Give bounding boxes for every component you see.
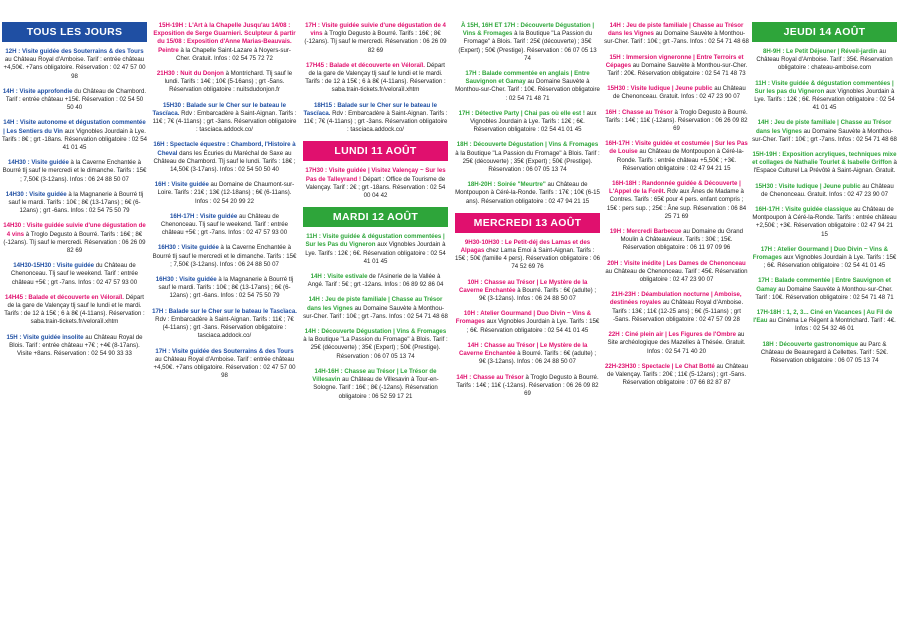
event-title: 14H : Visite autonome et dégustation commentée | Les Sentiers du Vin — [3, 119, 146, 135]
event-details: au Domaine Sauvète à Monthou-sur-Cher. Tarif : 10€. Réservation obligatoire : 02 54 71 48 71 — [755, 285, 894, 301]
event-item — [152, 70, 297, 95]
event-details: au Domaine du Grand Moulin à Châteauvieux. Tarifs : 30€ ; 15€. Réservation obligatoire : 06 11 97 09 96 — [620, 228, 744, 252]
event-title: 15H30 : Visite ludique | Jeune public — [607, 85, 713, 93]
event-details: à la Magnanerie à Bourré tlj sauf le mardi. Tarifs : 10€ ; 8€ (13-17ans) ; 6€ (6-12ans) ; grt -6ans. Infos : 02 54 75 50 79 — [8, 190, 144, 215]
event-item — [303, 296, 448, 321]
day-header: MARDI 12 AOÛT — [303, 207, 448, 227]
event-title: 15H30 : Balade sur le Cher sur le bateau le Tascïaca. — [152, 101, 286, 117]
column-5 — [604, 22, 749, 394]
event-title: 18H15 : Balade sur le Cher sur le bateau le Tascïaca. — [303, 101, 437, 117]
event-item — [752, 341, 897, 366]
event-item — [604, 363, 749, 388]
event-item — [2, 88, 147, 113]
event-details: à Troglo Degusto à Bourré. Tarifs : 14€ ; 11€ (-12ans). Réservation : 06 26 09 82 69 — [605, 108, 748, 133]
event-details: à Troglo Degusto à Bourré. Tarifs : 16€ ; 8€ (-12ans). Tlj sauf le mercredi. Réservation : 06 26 09 82 69 — [3, 230, 146, 255]
event-details: au Château Royal d'Amboise. Tarifs : 13€ ; 11€ (12-25 ans) ; 6€ (5-11ans) ; grt -5ans. Réservation obligatoire : 02 47 57 09 28 — [612, 299, 744, 323]
event-item — [2, 294, 147, 327]
event-item — [752, 246, 897, 271]
event-title: 17H : Balade sur le Cher sur le bateau le Tascïaca. — [152, 307, 297, 315]
event-title: 14H30 : Visite guidée — [5, 190, 67, 198]
event-title: 17H-18H : 1, 2, 3... Ciné en Vacances | Au Fil de l'Eau — [753, 309, 893, 325]
event-item — [604, 180, 749, 221]
event-item — [152, 213, 297, 238]
event-item — [2, 222, 147, 255]
event-title: 14H : Découverte Dégustation | Vins & Fromages — [304, 328, 447, 336]
event-item — [152, 22, 297, 63]
event-title: 14H45 : Balade et découverte en Véloraïl. — [5, 293, 124, 301]
event-details: au Cinéma Le Régent à Montrichard. Tarif : 4€. Infos : 02 54 32 46 01 — [769, 317, 896, 333]
event-title: 16H30 : Visite guidée — [155, 276, 217, 284]
event-item — [152, 244, 297, 269]
event-item — [455, 239, 600, 272]
event-details: au Domaine Sauvète à Monthou-sur-Cher. Tarif : 10€ ; grt -7ans. Infos : 02 54 71 48 68 — [752, 127, 897, 143]
event-title: 21H-23H : Déambulation nocturne | Amboise, destinées royales — [609, 291, 742, 307]
event-title: 15H : Visite guidée insolite — [6, 333, 84, 341]
event-details: au Château de Chenonceau. Gratuit. Infos : 02 47 23 90 07 — [612, 85, 746, 101]
event-details: à la Boutique "La Passion du Fromage" à Blois. Tarif : 25€ (découverte) ; 35€ (Expert) ; 50€ (Prestige). Réservation : 06 07 05 13 74 — [458, 30, 597, 62]
event-title: 14H30 : Visite guidée — [7, 159, 69, 167]
event-title: 14H : Jeu de piste familiale | Chasse au Trésor dans les Vignes — [607, 22, 744, 38]
column-3 — [303, 22, 448, 408]
event-details: Départ de la gare de Valençay tlj sauf le lundi et le mardi. Tarifs : de 12 à 15€ ; 6 à 8€ (4-11ans). Réservation : saba.train-tickets.fr/veloraïl.xhtm — [4, 293, 145, 326]
event-title: 21H30 : Nuit du Donjon — [156, 70, 224, 78]
event-details: à la Caverne Enchantée à Bourré tlj sauf le mercredi et le dimanche. Tarifs : 15€ ; 7,50€ (3-12ans). Infos : 06 24 88 50 07 — [152, 244, 297, 268]
event-title: 17H : Détective Party | Chai pas où elle est ! — [458, 109, 585, 117]
event-title: 16H : Spectacle équestre : Chambord, l'Histoire à Cheval — [153, 141, 296, 157]
event-item — [752, 309, 897, 334]
event-item — [752, 80, 897, 113]
event-item — [455, 181, 600, 206]
event-title: 14H30-15H30 : Visite guidée — [13, 262, 95, 270]
event-title: 14H : Chasse au Trésor | Le Mystère de la Caverne Enchantée — [458, 341, 588, 358]
event-item — [152, 276, 297, 301]
event-title: 15H-19H : Exposition acryliques, techniques mixe et collages de Nathalie Tourlet & Isabelle Griffon — [752, 151, 897, 167]
event-title: 17H : Visite guidée suivie d'une dégustation de 4 vins — [305, 22, 446, 38]
event-title: 15H : Immersion vigneronne | Entre Terroirs et Cépages — [605, 53, 744, 69]
event-item — [604, 85, 749, 101]
event-item — [752, 151, 897, 176]
event-item — [152, 181, 297, 206]
event-details: au Site archéologique des Mazelles à Thésée. Gratuit. Infos : 02 54 71 40 20 — [607, 331, 746, 355]
event-item — [752, 183, 897, 199]
event-details: à la Magnanerie à Bourré tlj sauf le mardi. Tarifs : 10€ ; 8€ (13-17ans) ; 6€ (6-12ans) ; grt -6ans. Infos : 02 54 75 50 79 — [158, 276, 294, 300]
event-title: 17H45 : Balade et découverte en Véloraïl. — [306, 61, 425, 69]
event-details: au Château de Chenonceau. Tlj sauf le weekend. Tarif : entrée château +5€ ; grt -7ans. Infos : 02 47 57 93 00 — [160, 212, 289, 237]
event-details: à Montrichard. Tlj sauf le lundi. Tarifs : 14€ ; 10€ (5-16ans) ; grt -5ans. Réservation obligatoire : nuitsdudonjon.fr — [164, 70, 293, 94]
event-details: au Domaine de Chaumont-sur-Loire. Tarifs : 21€ ; 13€ (12-18ans) ; 6€ (6-11ans). Infos : 02 54 20 99 22 — [157, 181, 295, 205]
event-details: à Troglo Degusto à Bourré. Tarifs : 16€ ; 8€ (-12ans). Tlj sauf le mercredi. Réservation : 06 26 09 82 69 — [304, 30, 447, 54]
event-title: 17H : Balade commentée | Entre Sauvignon et Gamay — [756, 277, 891, 293]
event-item — [455, 374, 600, 399]
event-details: aux Vignobles Jourdain à Lye. Tarifs : 15€ ; 6€. Réservation obligatoire : 02 54 41 01 45 — [466, 318, 600, 334]
column-4 — [455, 22, 600, 405]
event-details: à Bourré. Tarifs : 6€ (adulte) ; 9€ (3-12ans). Infos : 06 24 88 50 07 — [479, 286, 597, 303]
event-item — [303, 328, 448, 361]
event-title: 22H-23H30 : Spectacle | Le Chat Botté — [605, 362, 715, 370]
event-item — [455, 22, 600, 63]
event-item — [2, 334, 147, 359]
event-item — [303, 62, 448, 95]
day-header: JEUDI 14 AOÛT — [752, 22, 897, 42]
event-item — [152, 308, 297, 341]
event-details: Rdv : Embarcadère à Saint-Aignan. Tarifs : 11€ ; 7€ (4-11ans) ; grt -3ans. Réservation obligatoire : tasciaca.addock.co/ — [152, 109, 297, 134]
event-title: 19H : Mercredi Barbecue — [609, 228, 682, 236]
event-details: Départ : Office de Tourisme de Valençay. Tarif : 2€ ; grt -18ans. Réservation : 02 54 00 04 42 — [305, 175, 446, 200]
event-title: 8H-9H : Le Petit Déjeuner | Réveil-jardin — [763, 48, 878, 55]
event-details: du Château de Chambord. Tarif : entrée château +15€. Réservation : 02 54 50 50 40 — [5, 87, 147, 112]
event-item — [455, 141, 600, 174]
event-item — [604, 140, 749, 173]
event-title: 10H : Chasse au Trésor | Le Mystère de la Caverne Enchantée — [458, 278, 588, 294]
event-title: 14H : Visite approfondie — [2, 87, 73, 95]
event-title: 16H-17H : Visite guidée et costumée | Sur les Pas de Louise — [605, 140, 748, 156]
event-details: aux Vignobles Jourdain à Lye. Tarifs : 12€ ; 6€. Réservation obligatoire : 02 54 41 01 45 — [754, 87, 895, 112]
event-details: au Château Royal de Blois. Tarif : entrée château +7€ ; +4€ (8-17ans). Visite +8ans. Réservation : 02 54 90 33 33 — [9, 333, 143, 358]
event-details: au Domaine Sauvète à Monthou-sur-Cher. Tarif : 20€. Réservation obligatoire : 02 54 71 48 73 — [607, 61, 748, 78]
event-item — [303, 102, 448, 135]
event-title: À 15H, 16H ET 17H : Découverte Dégustation | Vins & Fromages — [460, 22, 595, 38]
event-title: 18H : Découverte Dégustation | Vins & Fromages — [456, 141, 599, 149]
event-item — [604, 54, 749, 79]
event-details: au Château Royal d'Amboise. Tarif : entrée château +4,50€. +7ans obligatoire. Réservation : 02 47 57 00 98 — [3, 56, 146, 80]
event-title: 14H-16H : Chasse au Trésor | Le Trésor de Villesavin — [312, 367, 437, 384]
event-details: Rdv : Embarcadère à Saint-Aignan. Tarifs : 11€ ; 7€ (4-11ans) ; grt -3ans. Réservation obligatoire : tasciaca.addock.co/ — [155, 315, 294, 340]
event-item — [2, 48, 147, 81]
event-details: au Domaine Sauvète à Monthou-sur-Cher. Tarif : 10€. Réservation obligatoire : 02 54 71 48 71 — [455, 78, 600, 102]
event-title: 17H : Balade commentée en anglais | Entre Sauvignon et Gamay — [465, 70, 590, 86]
event-title: 17H : Atelier Gourmand | Duo Divin ~ Vins & Fromages — [752, 245, 889, 262]
event-details: au Château Royal d'Amboise. Tarif : 35€. Réservation obligatoire : chateau-amboise.com — [756, 48, 893, 72]
event-title: 10H : Atelier Gourmand | Duo Divin ~ Vins & Fromages — [455, 310, 592, 326]
event-details: chez Lama Emoi à Saint-Aignan. Tarifs : 15€ ; 50€ (famille 4 pers). Réservation obligatoire : 06 74 52 69 76 — [455, 247, 600, 271]
event-item — [303, 22, 448, 55]
event-item — [604, 331, 749, 356]
event-details: de l'Asinerie de la Vallée à Angé. Tarif : 5€ ; grt -12ans. Infos : 06 89 92 86 04 — [307, 273, 444, 289]
event-title: 22H : Ciné plein air | Les Figures de l'Ombre — [608, 331, 736, 339]
event-details: à Bourré. Tarifs : 6€ (adulte) ; 9€ (3-12ans). Infos : 06 24 88 50 07 — [479, 350, 597, 366]
event-title: 16H : Visite guidée — [154, 181, 209, 189]
event-details: à l'Espace Culturel La Prévôté à Saint-Aignan. Gratuit. — [753, 159, 897, 175]
event-details: au Château de Valençay. Tarifs : 20€ ; 11€ (5-12ans) ; grt -5ans. Réservation obligatoire : 07 66 82 87 87 — [606, 362, 748, 387]
event-title: 18H-20H : Soirée "Meurtre" — [467, 181, 546, 189]
event-item — [604, 109, 749, 134]
event-details: du Château de Chenonceau. Tlj sauf le weekend. Tarif : entrée château +5€ ; grt -7ans. Infos : 02 47 57 93 00 — [10, 262, 139, 286]
event-details: au Château de Chenonceau. Tarif : 45€. Réservation obligatoire : 02 47 23 90 07 — [605, 267, 748, 284]
event-item — [752, 277, 897, 302]
event-details: à la Chapelle Saint-Lazare à Noyers-sur-Cher. Gratuit. Infos : 02 54 75 72 72 — [176, 46, 291, 62]
event-details: Rdv : Embarcadère à Saint-Aignan. Tarifs : 11€ ; 7€ (4-11ans) ; grt -3ans. Réservation obligatoire : tasciaca.addock.co/ — [303, 109, 448, 134]
column-1 — [2, 22, 147, 365]
event-details: au Château de Montpoupon à Céré-la-Ronde. Tarifs : 17€ ; 10€ (6-15 ans). Réservation obligatoire : 02 47 94 21 15 — [455, 181, 600, 205]
event-item — [2, 159, 147, 184]
event-title: 20H : Visite inédite | Les Dames de Chenonceau — [607, 259, 746, 267]
event-item — [455, 310, 600, 335]
event-title: 17H : Visite guidée des Souterrains & des Tours — [155, 347, 294, 355]
event-title: 18H : Découverte gastronomique — [762, 340, 859, 348]
event-title: 16H30 : Visite guidée — [157, 244, 219, 252]
event-item — [303, 167, 448, 200]
event-title: 16H-17H : Visite guidée classique — [755, 206, 853, 214]
event-item — [752, 119, 897, 144]
event-item — [752, 206, 897, 239]
column-2 — [152, 22, 297, 387]
event-title: 11H : Visite guidée & dégustation commentées | Sur les Pas du Vigneron — [305, 233, 445, 249]
event-title: 14H : Chasse au Trésor — [456, 373, 524, 381]
event-title: 16H : Chasse au Trésor — [605, 108, 673, 116]
event-title: 9H30-10H30 : Le Petit-déj des Lamas et des Alpagas — [460, 238, 591, 255]
event-item — [455, 70, 600, 103]
event-details: dans les Écuries du Maréchal de Saxe au Château de Chambord. Tlj sauf le lundi. Tarifs : 18€ ; 14,50€ (3-17ans). Infos : 02 54 50 50 40 — [153, 149, 296, 174]
event-title: 15H-19H : L'Art à la Chapelle Jusqu'au 14/08 : Exposition de Serge Guarnieri. Sculpteur & partir du 15/08 : Exposition d'Anne Marias-Beauvais. Peintre — [153, 22, 296, 54]
event-item — [2, 119, 147, 152]
event-item — [455, 110, 600, 135]
day-header: TOUS LES JOURS — [2, 22, 147, 42]
event-details: au Domaine Sauvète à Monthou-sur-Cher. Tarif : 10€ ; grt -7ans. Infos : 02 54 71 48 68 — [604, 30, 749, 46]
event-item — [752, 48, 897, 73]
event-details: Rdv aux Ânes de Madame à Contres. Tarifs : 65€ pour 4 pers. enfant compris ; 15€ : pers sup. ; 25€ : Âne sup. Réservation : 06 84 25 71 69 — [606, 188, 747, 220]
event-details: aux Vignobles Jourdain à Lye. Tarifs : 8€ ; grt -18ans. Réservation obligatoire : 02 54 41 01 45 — [2, 127, 147, 152]
event-title: 14H : Jeu de piste familiale | Chasse au Trésor dans les Vignes — [306, 296, 443, 312]
event-details: Départ de la gare de Valençay tlj sauf le lundi et le mardi. Tarifs : de 12 à 15€ ; 6 à 8€ (4-11ans). Réservation : saba.train-tickets.fr/veloraïl.xhtm — [305, 61, 446, 94]
event-item — [303, 273, 448, 289]
event-item — [152, 348, 297, 381]
day-header: MERCREDI 13 AOÛT — [455, 213, 600, 233]
event-item — [152, 141, 297, 174]
event-title: 14H : Visite estivale — [310, 273, 368, 281]
event-title: 11H : Visite guidée & dégustation commentées | Sur les pas du Vigneron — [754, 79, 894, 95]
event-details: à Troglo Degusto à Bourré. Tarifs : 14€ ; 11€ (-12ans). Réservation : 06 26 09 82 69 — [456, 373, 599, 397]
event-details: au Château Royal d'Amboise. Tarif : entrée château +4,50€. +7ans obligatoire. Réservation : 02 47 57 00 98 — [153, 355, 296, 380]
event-item — [152, 102, 297, 135]
event-title: 14H : Jeu de piste familiale | Chasse au Trésor dans les Vignes — [755, 119, 892, 135]
event-item — [604, 260, 749, 285]
event-details: à la Caverne Enchantée à Bourré tlj sauf le mercredi et le dimanche. Tarifs : 15€ ; 7,50€ (3-12ans). Infos : 06 24 88 50 07 — [2, 159, 147, 183]
event-details: au Château de Montpoupon à Céré-la-Ronde. Tarifs : entrée château +2,50€ ; +3€. Réservation obligatoire : 02 47 94 21 15 — [752, 206, 897, 238]
event-title: 12H : Visite guidée des Souterrains & des Tours — [5, 48, 144, 55]
event-item — [604, 22, 749, 47]
event-details: au Château de Chenonceau. Gratuit. Infos : 02 47 23 90 07 — [760, 182, 894, 198]
event-details: aux Vignobles Jourdain à Lye. Tarifs : 12€ ; 6€. Réservation obligatoire : 02 54 41 01 45 — [470, 109, 597, 134]
event-details: aux Vignobles Jourdain à Lye. Tarifs : 12€ ; 6€. Réservation obligatoire : 02 54 41 01 45 — [305, 241, 446, 265]
event-item — [303, 368, 448, 401]
event-item — [604, 228, 749, 253]
event-title: 16H-17H : Visite guidée — [170, 212, 238, 220]
event-details: au Domaine Sauvète à Monthou-sur-Cher. Tarif : 10€ ; grt -7ans. Infos : 02 54 71 48 68 — [303, 304, 448, 320]
event-item — [604, 291, 749, 324]
event-title: 15H30 : Visite ludique | Jeune public — [755, 182, 861, 190]
event-title: 16H-18H : Randonnée guidée & Découverte | L'Appel de la Forêt. — [609, 180, 741, 196]
event-item — [2, 262, 147, 287]
event-details: à la Boutique "La Passion du Fromage" à Blois. Tarif : 25€ (découverte) ; 35€ (Expert) ; 50€ (Prestige). Réservation : 06 07 05 13 74 — [455, 149, 600, 174]
event-title: 17H30 : Visite guidée | Visitez Valençay ~ Sur les Pas de Talleyrand ! — [305, 167, 446, 183]
event-details: aux Vignobles Jourdain à Lye. Tarifs : 15€ ; 6€. Réservation obligatoire : 02 54 41 01 45 — [763, 254, 897, 270]
event-details: au Parc & Château de Beauregard à Cellettes. Tarif : 52€. Réservation obligatoire : 06 07 05 13 74 — [760, 340, 889, 365]
event-item — [2, 191, 147, 216]
event-item — [303, 233, 448, 266]
event-item — [455, 279, 600, 304]
event-details: au Château de Montpoupon à Céré-la-Ronde. Tarifs : entrée château +5,50€ ; +3€. Réservation obligatoire : 02 47 94 21 15 — [616, 148, 744, 172]
event-item — [455, 342, 600, 367]
event-details: au Château de Villesavin à Tour-en-Sologne. Tarif : 16€ ; 8€ (-12ans). Réservation obligatoire : 06 52 59 17 21 — [313, 376, 439, 400]
event-title: 14H30 : Visite guidée suivie d'une dégustation de 4 vins — [3, 222, 146, 238]
column-6 — [752, 22, 897, 372]
day-header: LUNDI 11 AOÛT — [303, 141, 448, 161]
event-details: à la Boutique "La Passion du Fromage" à Blois. Tarif : 25€ (découverte) ; 35€ (Expert) ; 50€ (Prestige). Réservation : 06 07 05 13 74 — [303, 336, 448, 360]
